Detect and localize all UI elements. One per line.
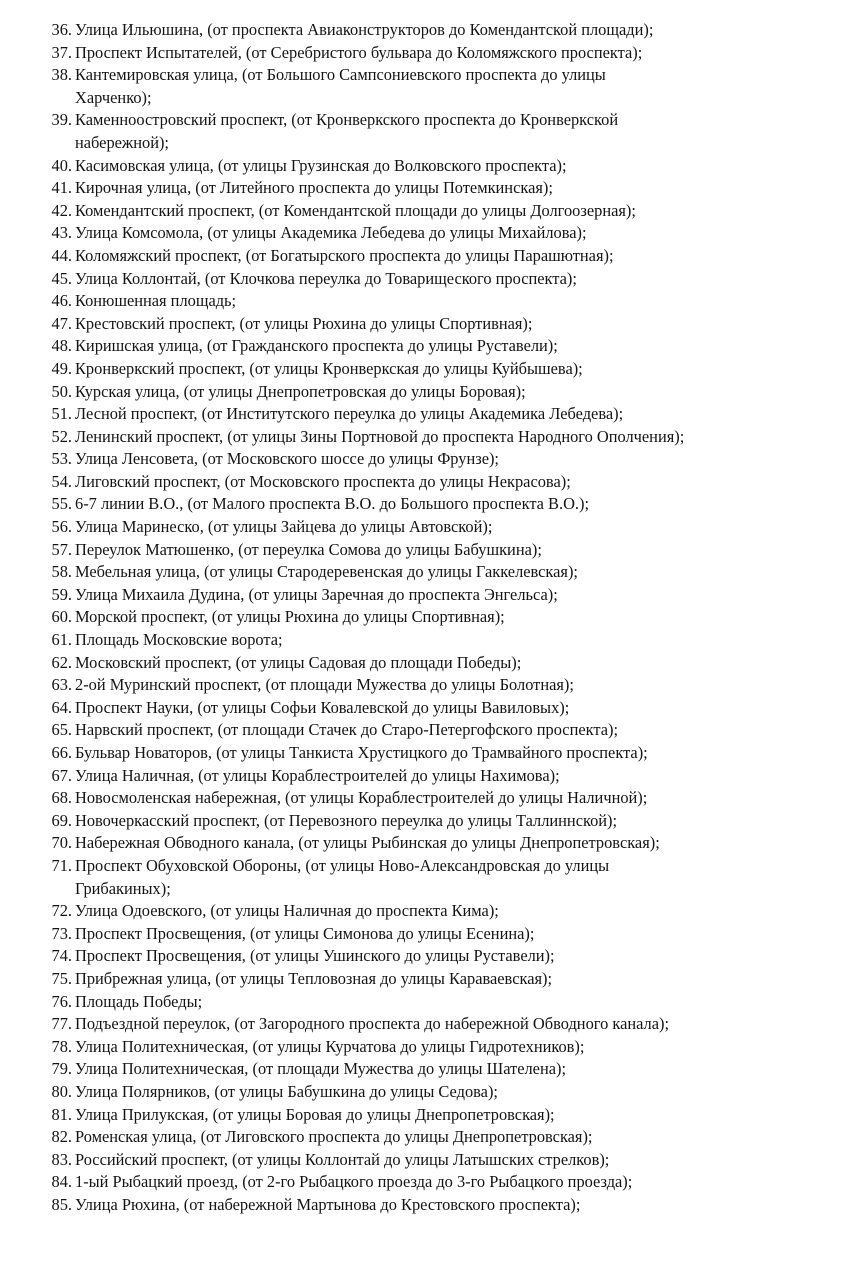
item-number: 61.	[51, 630, 72, 650]
item-text-line: Московский проспект, (от улицы Садовая до площади Победы);	[75, 652, 522, 672]
item-text	[75, 403, 834, 426]
item-text-line: Переулок Матюшенко, (от переулка Сомова до улицы Бабушкина);	[75, 539, 542, 559]
item-text	[75, 855, 834, 900]
item-number: 52.	[51, 426, 72, 446]
list-item	[0, 155, 844, 178]
item-number: 79.	[51, 1059, 72, 1079]
item-text	[75, 1104, 834, 1127]
item-text-line: Каменноостровский проспект, (от Кронверкского проспекта до Кронверкской	[75, 110, 619, 130]
list-item	[0, 403, 844, 426]
item-number: 41.	[51, 178, 72, 198]
list-item	[0, 1194, 844, 1217]
item-text	[75, 697, 834, 720]
list-item	[0, 1104, 844, 1127]
list-item	[0, 832, 844, 855]
item-text-line: Харченко);	[75, 87, 152, 107]
list-item	[0, 268, 844, 291]
item-text-line: Набережная Обводного канала, (от улицы Рыбинская до улицы Днепропетровская);	[75, 833, 660, 853]
list-item	[0, 177, 844, 200]
item-text	[75, 968, 834, 991]
item-text-line: Мебельная улица, (от улицы Стародеревенская до улицы Гаккелевская);	[75, 562, 578, 582]
item-text-line: Крестовский проспект, (от улицы Рюхина до улицы Спортивная);	[75, 313, 533, 333]
list-item	[0, 606, 844, 629]
item-number: 82.	[51, 1127, 72, 1147]
item-number: 44.	[51, 245, 72, 265]
item-text	[75, 471, 834, 494]
item-number: 47.	[51, 313, 72, 333]
item-text-line: набережной);	[75, 132, 169, 152]
item-text-line: Киришская улица, (от Гражданского проспекта до улицы Руставели);	[75, 336, 558, 356]
item-number: 81.	[51, 1104, 72, 1124]
item-text-line: Курская улица, (от улицы Днепропетровская до улицы Боровая);	[75, 381, 526, 401]
item-text	[75, 313, 834, 336]
list-item	[0, 1013, 844, 1036]
item-number: 77.	[51, 1014, 72, 1034]
list-item	[0, 742, 844, 765]
item-text	[75, 652, 834, 675]
list-item	[0, 991, 844, 1014]
item-number: 42.	[51, 200, 72, 220]
item-text-line: Бульвар Новаторов, (от улицы Танкиста Хрустицкого до Трамвайного проспекта);	[75, 743, 648, 762]
item-text	[75, 177, 834, 200]
item-text	[75, 381, 834, 404]
item-number: 37.	[51, 42, 72, 62]
item-text-line: Площадь Московские ворота;	[75, 630, 283, 650]
item-text	[75, 516, 834, 539]
item-text-line: Коломяжский проспект, (от Богатырского проспекта до улицы Парашютная);	[75, 245, 614, 265]
list-item	[0, 19, 844, 42]
item-text-line: 6-7 линии В.О., (от Малого проспекта В.О. до Большого проспекта В.О.);	[75, 494, 590, 514]
item-text-line: Новочеркасский проспект, (от Перевозного переулка до улицы Таллиннской);	[75, 810, 618, 830]
list-item	[0, 493, 844, 516]
list-item	[0, 516, 844, 539]
item-text-line: 1-ый Рыбацкий проезд, (от 2-го Рыбацкого проезда до 3-го Рыбацкого проезда);	[75, 1172, 633, 1192]
list-item	[0, 765, 844, 788]
item-number: 74.	[51, 946, 72, 966]
item-number: 57.	[51, 539, 72, 559]
item-number: 43.	[51, 223, 72, 243]
item-text	[75, 1081, 834, 1104]
list-item	[0, 471, 844, 494]
item-text	[75, 268, 834, 291]
item-text	[75, 674, 834, 697]
item-text	[75, 765, 834, 788]
list-item	[0, 381, 844, 404]
item-number: 53.	[51, 449, 72, 469]
item-number: 45.	[51, 268, 72, 288]
list-item	[0, 222, 844, 245]
item-text-line: Улица Наличная, (от улицы Кораблестроителей до улицы Нахимова);	[75, 765, 560, 785]
list-item	[0, 584, 844, 607]
item-number: 69.	[51, 810, 72, 830]
item-text	[75, 290, 834, 313]
item-number: 60.	[51, 607, 72, 627]
item-text-line: Улица Полярников, (от улицы Бабушкина до улицы Седова);	[75, 1081, 498, 1101]
item-text-line: Проспект Науки, (от улицы Софьи Ковалевской до улицы Вавиловых);	[75, 697, 570, 717]
item-number: 68.	[51, 788, 72, 808]
item-number: 50.	[51, 381, 72, 401]
item-text-line: Проспект Просвещения, (от улицы Ушинского до улицы Руставели);	[75, 946, 555, 966]
item-text	[75, 200, 834, 223]
item-text-line: Грибакиных);	[75, 878, 171, 898]
item-number: 49.	[51, 358, 72, 378]
item-text	[75, 1013, 834, 1036]
item-text	[75, 426, 834, 449]
item-number: 58.	[51, 562, 72, 582]
item-text-line: Улица Политехническая, (от площади Мужества до улицы Шателена);	[75, 1059, 566, 1079]
item-text	[75, 945, 834, 968]
item-text-line: Улица Комсомола, (от улицы Академика Лебедева до улицы Михайлова);	[75, 223, 587, 243]
item-number: 84.	[51, 1172, 72, 1192]
list-item	[0, 1149, 844, 1172]
item-number: 46.	[51, 291, 72, 311]
item-text-line: Улица Маринеско, (от улицы Зайцева до улицы Автовской);	[75, 517, 493, 537]
item-number: 63.	[51, 675, 72, 695]
item-number: 83.	[51, 1149, 72, 1169]
item-text-line: Улица Политехническая, (от улицы Курчатова до улицы Гидротехников);	[75, 1036, 585, 1056]
item-text	[75, 448, 834, 471]
list-item	[0, 629, 844, 652]
item-text	[75, 629, 834, 652]
item-text	[75, 1036, 834, 1059]
item-text	[75, 923, 834, 946]
item-text	[75, 1126, 834, 1149]
item-text-line: Ленинский проспект, (от улицы Зины Портновой до проспекта Народного Ополчения);	[75, 426, 685, 446]
item-text-line: Комендантский проспект, (от Комендантской площади до улицы Долгоозерная);	[75, 200, 636, 220]
list-item	[0, 539, 844, 562]
item-text-line: Роменская улица, (от Лиговского проспекта до улицы Днепропетровская);	[75, 1127, 593, 1147]
item-number: 39.	[51, 110, 72, 130]
item-number: 67.	[51, 765, 72, 785]
list-item	[0, 200, 844, 223]
list-item	[0, 968, 844, 991]
item-number: 56.	[51, 517, 72, 537]
item-text	[75, 810, 834, 833]
item-text	[75, 584, 834, 607]
item-text	[75, 19, 834, 42]
list-item	[0, 335, 844, 358]
item-text-line: Лесной проспект, (от Институтского переулка до улицы Академика Лебедева);	[75, 404, 624, 424]
list-item	[0, 945, 844, 968]
list-item	[0, 1126, 844, 1149]
item-text	[75, 335, 834, 358]
item-text-line: Российский проспект, (от улицы Коллонтай до улицы Латышских стрелков);	[75, 1149, 610, 1169]
item-number: 72.	[51, 901, 72, 921]
item-text	[75, 991, 834, 1014]
item-text	[75, 358, 834, 381]
item-text-line: Улица Михаила Дудина, (от улицы Заречная до проспекта Энгельса);	[75, 584, 558, 604]
item-text	[75, 1171, 834, 1194]
list-item	[0, 1171, 844, 1194]
item-text	[75, 493, 834, 516]
item-text-line: 2-ой Муринский проспект, (от площади Мужества до улицы Болотная);	[75, 675, 574, 695]
list-item	[0, 1081, 844, 1104]
item-text-line: Новосмоленская набережная, (от улицы Кораблестроителей до улицы Наличной);	[75, 788, 648, 808]
item-text	[75, 222, 834, 245]
item-text	[75, 539, 834, 562]
item-text	[75, 832, 834, 855]
item-number: 73.	[51, 923, 72, 943]
item-text	[75, 64, 834, 109]
item-number: 85.	[51, 1194, 72, 1214]
item-text-line: Улица Прилукская, (от улицы Боровая до улицы Днепропетровская);	[75, 1104, 555, 1124]
list-item	[0, 900, 844, 923]
item-text	[75, 606, 834, 629]
item-text-line: Улица Одоевского, (от улицы Наличная до проспекта Кима);	[75, 901, 499, 921]
item-text	[75, 900, 834, 923]
item-number: 51.	[51, 404, 72, 424]
item-number: 66.	[51, 743, 72, 762]
item-text-line: Проспект Обуховской Обороны, (от улицы Ново-Александровская до улицы	[75, 855, 610, 875]
list-item	[0, 109, 844, 154]
item-number: 55.	[51, 494, 72, 514]
list-item	[0, 810, 844, 833]
item-text-line: Нарвский проспект, (от площади Стачек до Старо-Петергофского проспекта);	[75, 720, 619, 740]
item-text-line: Улица Ленсовета, (от Московского шоссе до улицы Фрунзе);	[75, 449, 499, 469]
list-item	[0, 245, 844, 268]
item-number: 76.	[51, 991, 72, 1011]
list-item	[0, 290, 844, 313]
item-number: 48.	[51, 336, 72, 356]
item-text-line: Морской проспект, (от улицы Рюхина до улицы Спортивная);	[75, 607, 505, 627]
list-item	[0, 787, 844, 810]
item-text-line: Площадь Победы;	[75, 991, 203, 1011]
list-item	[0, 448, 844, 471]
item-text-line: Подъездной переулок, (от Загородного проспекта до набережной Обводного канала);	[75, 1014, 670, 1034]
item-number: 71.	[51, 855, 72, 875]
item-text	[75, 742, 834, 765]
item-text	[75, 1058, 834, 1081]
item-text-line: Касимовская улица, (от улицы Грузинская до Волковского проспекта);	[75, 155, 567, 175]
item-text	[75, 787, 834, 810]
item-number: 65.	[51, 720, 72, 740]
item-number: 64.	[51, 697, 72, 717]
item-number: 38.	[51, 65, 72, 85]
item-number: 75.	[51, 968, 72, 988]
item-text	[75, 1194, 834, 1217]
list-item	[0, 426, 844, 449]
list-item	[0, 358, 844, 381]
item-text	[75, 245, 834, 268]
item-text-line: Кирочная улица, (от Литейного проспекта до улицы Потемкинская);	[75, 178, 553, 198]
item-number: 40.	[51, 155, 72, 175]
list-item	[0, 561, 844, 584]
item-text	[75, 719, 834, 742]
item-text-line: Конюшенная площадь;	[75, 291, 237, 311]
item-number: 59.	[51, 584, 72, 604]
item-text	[75, 42, 834, 65]
list-item	[0, 64, 844, 109]
item-number: 54.	[51, 471, 72, 491]
item-number: 70.	[51, 833, 72, 853]
list-item	[0, 674, 844, 697]
item-text	[75, 1149, 834, 1172]
item-number: 36.	[51, 20, 72, 39]
item-text	[75, 155, 834, 178]
item-text-line: Проспект Просвещения, (от улицы Симонова до улицы Есенина);	[75, 923, 535, 943]
item-number: 78.	[51, 1036, 72, 1056]
list-item	[0, 313, 844, 336]
item-text-line: Кантемировская улица, (от Большого Сампсониевского проспекта до улицы	[75, 65, 606, 85]
item-text	[75, 109, 834, 154]
list-item	[0, 697, 844, 720]
list-item	[0, 1058, 844, 1081]
item-number: 62.	[51, 652, 72, 672]
list-item	[0, 923, 844, 946]
item-text-line: Прибрежная улица, (от улицы Тепловозная до улицы Караваевская);	[75, 968, 553, 988]
item-text-line: Кронверкский проспект, (от улицы Кронверкская до улицы Куйбышева);	[75, 358, 583, 378]
list-item	[0, 652, 844, 675]
item-text-line: Улица Рюхина, (от набережной Мартынова до Крестовского проспекта);	[75, 1194, 581, 1214]
item-number: 80.	[51, 1081, 72, 1101]
item-text-line: Проспект Испытателей, (от Серебристого бульвара до Коломяжского проспекта);	[75, 42, 643, 62]
list-item	[0, 42, 844, 65]
street-list	[0, 19, 844, 1216]
list-item	[0, 1036, 844, 1059]
item-text-line: Лиговский проспект, (от Московского проспекта до улицы Некрасова);	[75, 471, 571, 491]
list-item	[0, 719, 844, 742]
item-text	[75, 561, 834, 584]
item-text-line: Улица Ильюшина, (от проспекта Авиаконструкторов до Комендантской площади);	[75, 20, 654, 39]
list-item	[0, 855, 844, 900]
item-text-line: Улица Коллонтай, (от Клочкова переулка до Товарищеского проспекта);	[75, 268, 577, 288]
